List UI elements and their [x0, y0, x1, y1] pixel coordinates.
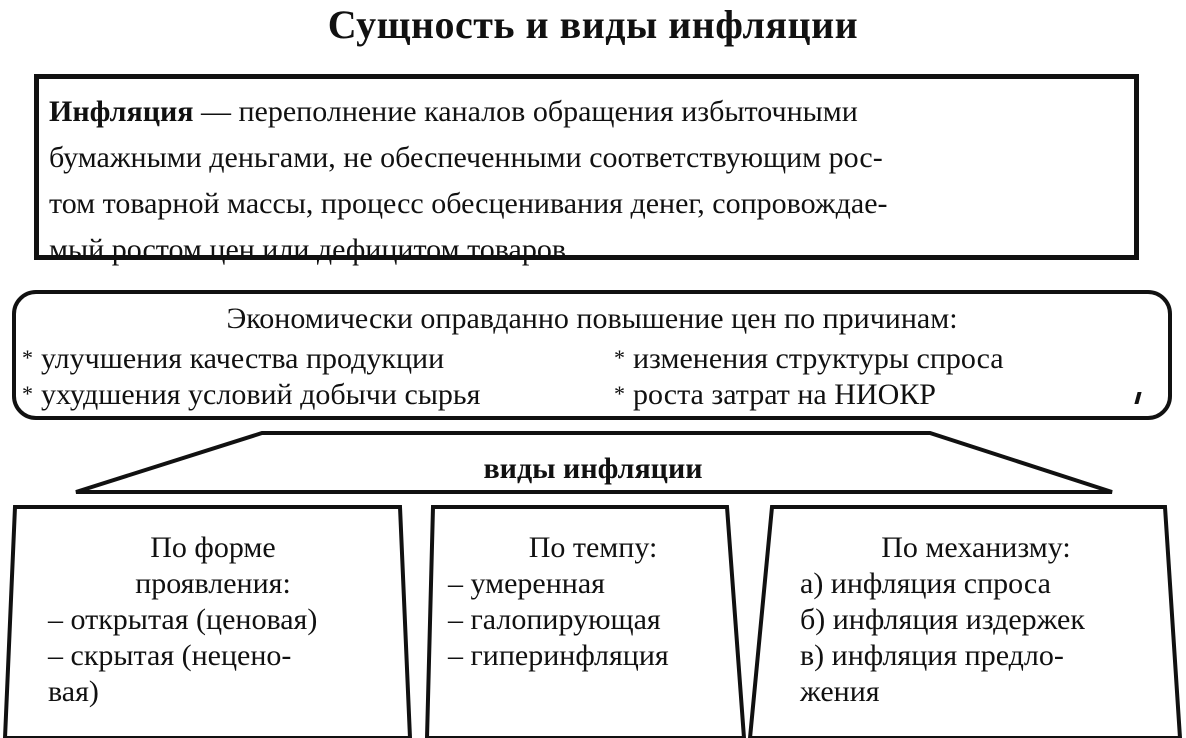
reason-text: улучшения качества продукции — [41, 342, 445, 375]
column-heading: проявления: — [135, 567, 291, 600]
types-label: виды инфляции — [483, 452, 703, 485]
type-item: в) инфляция предло- — [800, 639, 1064, 672]
bullet-icon: * — [22, 381, 33, 406]
form-column — [48, 530, 378, 710]
diagram-title: Сущность и виды инфляции — [327, 2, 859, 47]
reason-text: ухудшения условий добычи сырья — [41, 378, 481, 411]
definition-text-1: — переполнение каналов обращения избыточными — [193, 95, 858, 128]
type-item: вая) — [48, 675, 99, 708]
type-item: – скрытая (нецено- — [48, 639, 292, 672]
column-heading: По форме — [150, 531, 276, 564]
mechanism-column — [800, 530, 1152, 710]
tempo-column — [448, 530, 738, 674]
definition-text-3: том товарной массы, процесс обесценивания денег, сопровождае- — [49, 187, 888, 220]
column-heading: По механизму: — [881, 531, 1071, 564]
reasons-heading: Экономически оправданно повышение цен по причинам: — [226, 302, 958, 335]
definition-text-2: бумажными деньгами, не обеспеченными соответствующим рос- — [49, 141, 883, 174]
type-item: – галопирующая — [448, 603, 661, 636]
bullet-icon: * — [614, 345, 625, 370]
definition-term: Инфляция — [49, 95, 194, 128]
type-item: – гиперинфляция — [448, 639, 669, 672]
column-heading: По темпу: — [528, 531, 658, 564]
type-item: – умеренная — [448, 567, 605, 600]
reason-text: изменения структуры спроса — [633, 342, 1004, 375]
definition-text-4: мый ростом цен или дефицитом товаров — [49, 233, 567, 266]
bullet-icon: * — [22, 345, 33, 370]
type-item: а) инфляция спроса — [800, 567, 1051, 600]
type-item: – открытая (ценовая) — [48, 603, 318, 636]
bullet-icon: * — [614, 381, 625, 406]
type-item: жения — [800, 675, 880, 708]
type-item: б) инфляция издержек — [800, 603, 1085, 636]
reason-text: роста затрат на НИОКР — [633, 378, 936, 411]
